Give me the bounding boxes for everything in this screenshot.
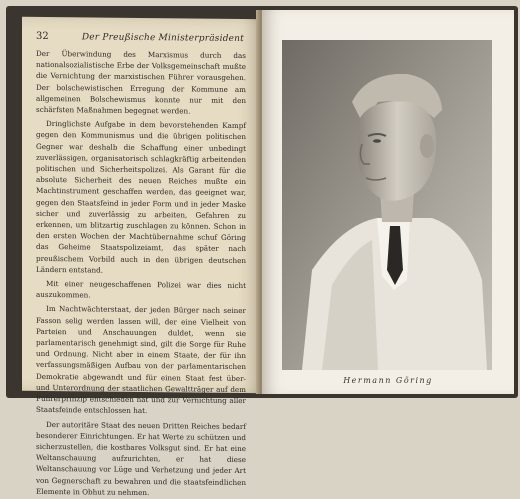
body-text [36,48,246,499]
page-header [36,31,244,44]
paragraph: Dringlichste Aufgabe in dem bevorstehenden Kampf gegen den Kommunismus und die übrigen politischen Gegner war deshalb die Schaffung einer unbedingt zuverlässigen, organisatorisch schlagkräftig arbeitenden politischen und Sicherheitspolizei. Als Garant für die absolute Sicherheit des neuen Reiches mußte ein Machtinstrument geschaffen werden, das geeignet war, gegen den Staatsfeind in jeder Form und in jeder Maske sicher und zuverlässig zu arbeiten, Gefahren zu erkennen, um blitzartig zuschlagen zu können. Schon in den ersten Wochen der Machtübernahme schuf Göring das Geheime Staatspolizeiamt, das später nach preußischem Vorbild auch in den übrigen deutschen Ländern entstand. [36,119,246,275]
photo-caption: Hermann Göring [343,376,433,385]
portrait-illustration [282,40,492,370]
paragraph: Der autoritäre Staat des neuen Dritten Reiches bedarf besonderer Einrichtungen. Er hat Werte zu schützen und sicherzustellen, die kostbares Volksgut sind. Er hat eine Weltanschauung aufzurichten, er hat diese Weltanschauung vor Lüge und Verhetzung und jeder Art von Gegnerschaft zu bewahren und die staatsfeindlichen Elemente in Obhut zu nehmen. [36,419,246,497]
running-title: Der Preußische Ministerpräsident [81,32,244,45]
left-page [22,17,262,497]
paragraph: Mit einer neugeschaffenen Polizei war dies nicht auszukommen. [36,279,246,300]
portrait-photo [282,40,492,370]
right-page [262,10,514,394]
page-number: 32 [36,30,49,43]
paragraph: Im Nachtwächterstaat, der jeden Bürger nach seiner Fasson selig werden lassen will, der eine Vielheit von Parteien und Anschauungen duldet, wenn sie parlamentarisch genehmigt sind, gilt die Sorge für Ruhe und Ordnung. Nicht aber in einem Staate, der für ihn verfassungsmäßigen Aufbau von der parlamentarischen Demokratie abgewandt und für einen Staat fest über- und Unterordnung der staatlichen Gewaltträger auf dem Führerprinzip entschieden hat und zur Vernichtung aller Staatsfeinde entschlossen hat. [36,304,246,416]
paragraph: Der Überwindung des Marxismus durch das nationalsozialistische Erbe der Volksgemeinschaft mußte die Vernichtung der marxistischen Führer vorausgehen. Der bolschewistischen Erregung der Kommune am allgemeinen Bolschewismus konnte nur mit den schärfsten Maßnahmen begegnet werden. [36,48,246,116]
